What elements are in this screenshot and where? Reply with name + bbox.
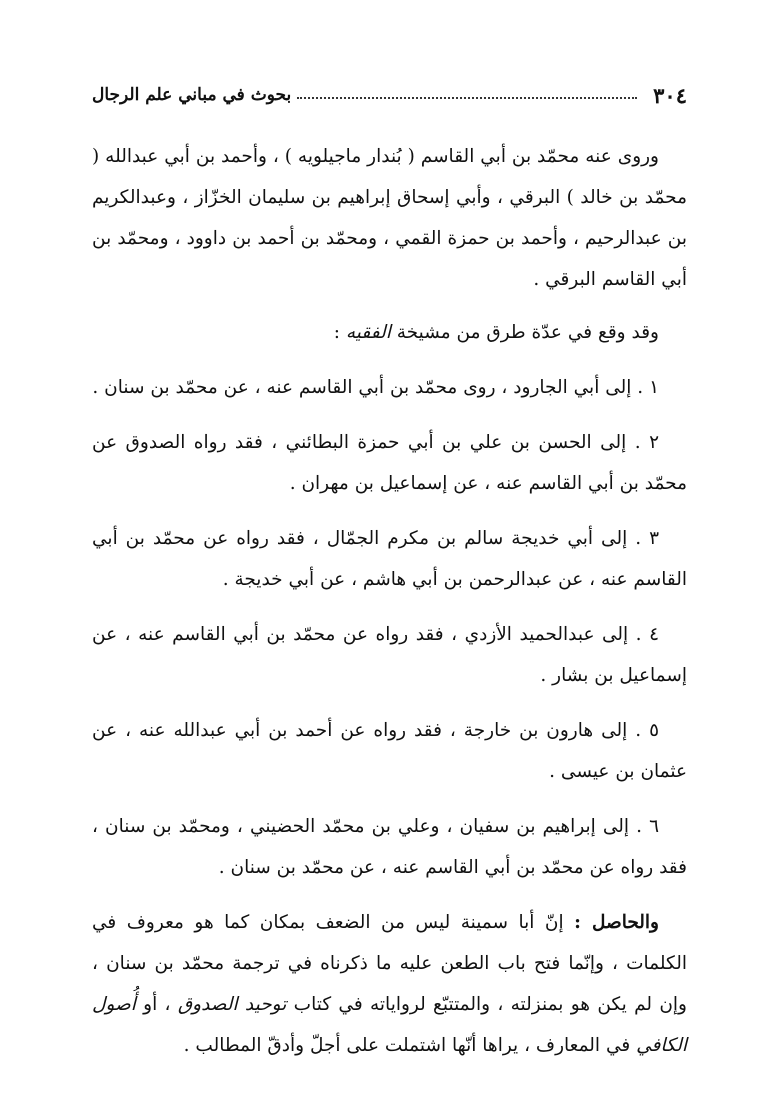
list-item-text: ٣ . إلى أبي خديجة سالم بن مكرم الجمّال ، فقد رواه عن محمّد بن أبي القاسم عنه ، عن عبدالرحمن بن أبي هاشم ، عن أبي خديجة . (92, 528, 687, 590)
paragraph-text: وقد وقع في عدّة طرق من مشيخة (390, 322, 659, 343)
paragraph-text: : (333, 322, 346, 343)
list-item (92, 806, 687, 888)
paragraph-narrators (92, 136, 687, 300)
conclusion-lead: والحاصل : (574, 912, 659, 933)
running-title: بحوث في مباني علم الرجال (92, 85, 292, 105)
header-dotted-leader (297, 97, 637, 99)
list-item (92, 710, 687, 792)
list-item (92, 422, 687, 504)
list-item-text: ١ . إلى أبي الجارود ، روى محمّد بن أبي القاسم عنه ، عن محمّد بن سنان . (92, 377, 659, 398)
list-item-text: ٦ . إلى إبراهيم بن سفيان ، وعلي بن محمّد الحضيني ، ومحمّد بن سنان ، فقد رواه عن محمّد بن أبي القاسم عنه ، عن محمّد بن سنان . (92, 816, 687, 878)
paragraph-text: إنّ أبا سمينة ليس من الضعف بمكان كما هو معروف في الكلمات ، وإنّما فتح باب الطعن عليه ما ذكرناه في ترجمة محمّد بن سنان ، وإن لم يكن هو بمنزلته ، والمتتبّع لرواياته في كتاب (92, 912, 687, 1015)
body-text (92, 136, 687, 1066)
list-item (92, 614, 687, 696)
paragraph-text: ، أو (135, 994, 178, 1015)
list-item-text: ٤ . إلى عبدالحميد الأزدي ، فقد رواه عن محمّد بن أبي القاسم عنه ، عن إسماعيل بن بشار . (92, 624, 687, 686)
list-item (92, 367, 687, 408)
paragraph-conclusion (92, 902, 687, 1066)
paragraph-intro-list (92, 312, 687, 353)
book-title: أُصول الكافي (92, 994, 687, 1056)
list-item-text: ٥ . إلى هارون بن خارجة ، فقد رواه عن أحمد بن أبي عبدالله عنه ، عن عثمان بن عيسى . (92, 720, 687, 782)
paragraph-text: في المعارف ، يراها أنّها اشتملت على أجلّ وأدقّ المطالب . (183, 1035, 637, 1056)
page-header (92, 80, 687, 110)
book-title: توحيد الصدوق (177, 994, 287, 1015)
list-item-text: ٢ . إلى الحسن بن علي بن أبي حمزة البطائني ، فقد رواه الصدوق عن محمّد بن أبي القاسم عنه ، عن إسماعيل بن مهران . (92, 432, 687, 494)
list-item (92, 518, 687, 600)
book-title: الفقيه (345, 322, 391, 343)
paragraph-text: وروى عنه محمّد بن أبي القاسم ( بُندار ماجيلويه ) ، وأحمد بن أبي عبدالله ( محمّد بن خالد ) البرقي ، وأبي إسحاق إبراهيم بن سليمان الخزّاز ، وعبدالكريم بن عبدالرحيم ، وأحمد بن حمزة القمي ، ومحمّد بن أحمد بن داوود ، ومحمّد بن أبي القاسم البرقي . (92, 146, 687, 290)
page-number: ٣٠٤ (653, 82, 687, 108)
